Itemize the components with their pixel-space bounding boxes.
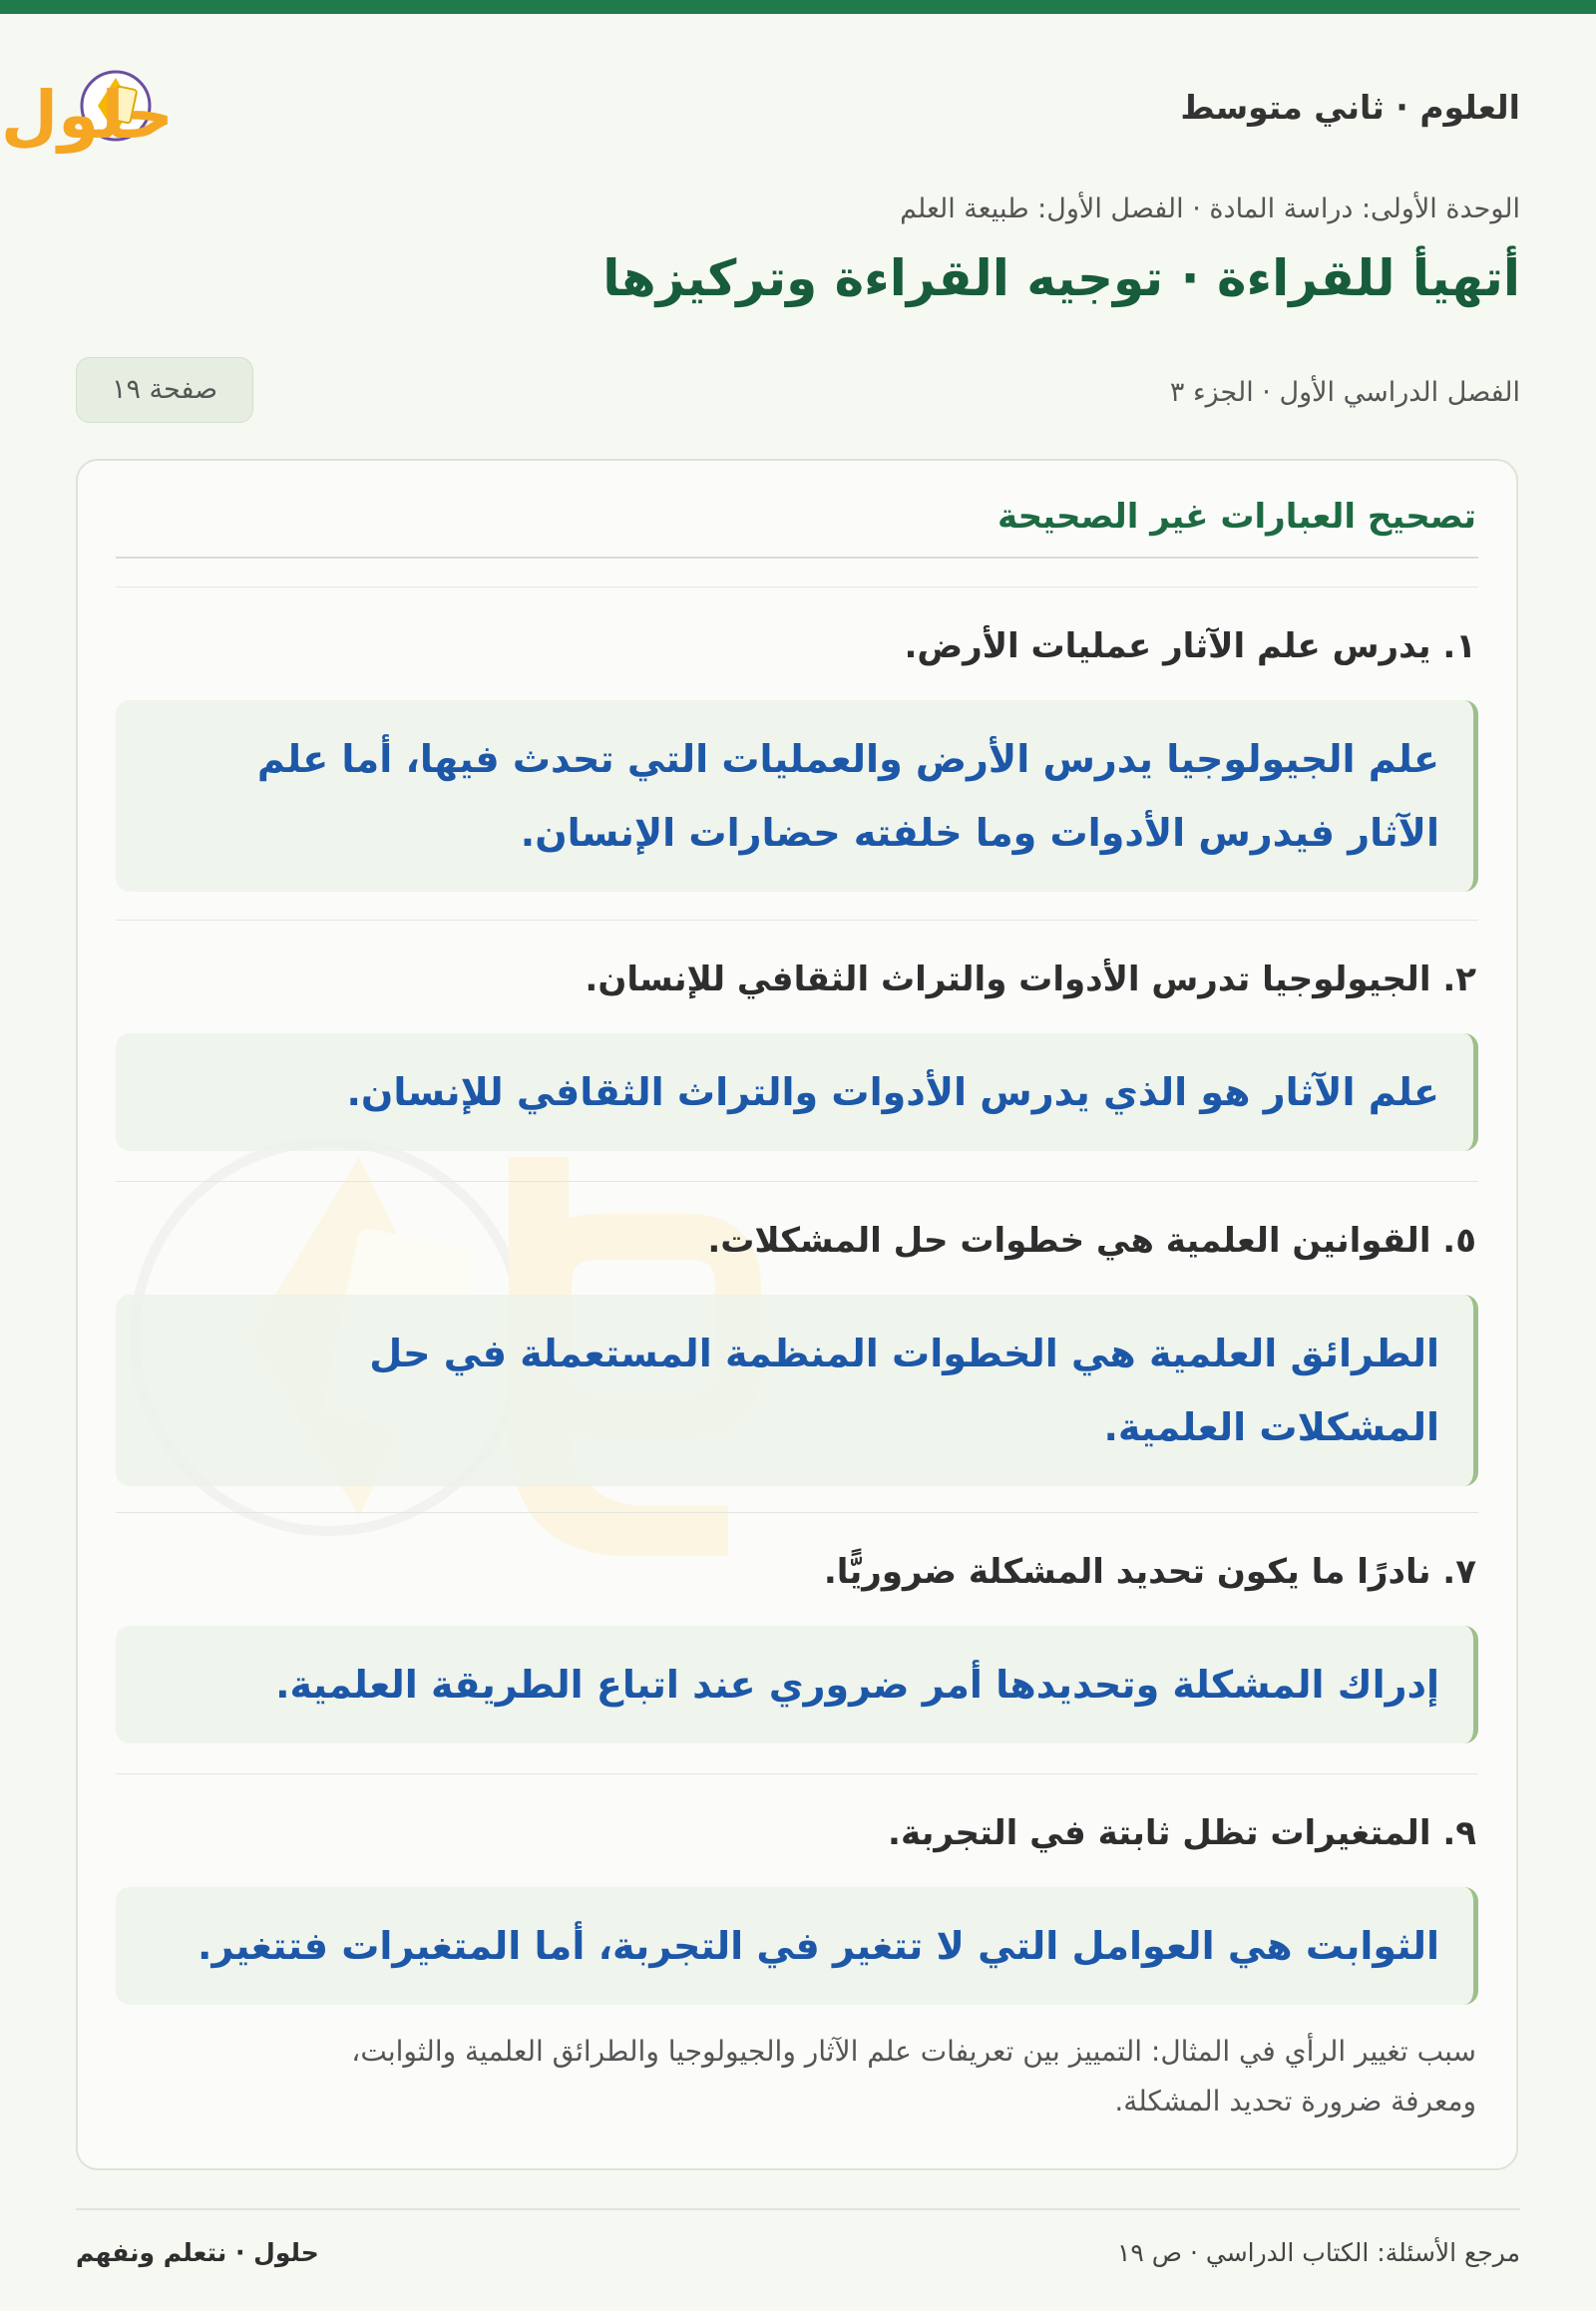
answer-2 (116, 1033, 1478, 1151)
note-line: ومعرفة ضرورة تحديد المشكلة. (1114, 2085, 1476, 2118)
question-1: ١. يدرس علم الآثار عمليات الأرض. (904, 626, 1476, 666)
item-divider (116, 586, 1478, 587)
item-divider (116, 1181, 1478, 1182)
answer-7 (116, 1626, 1478, 1743)
top-accent-bar (0, 0, 1596, 14)
answer-line: إدراك المشكلة وتحديدها أمر ضروري عند اتباع الطريقة العلمية. (275, 1663, 1439, 1707)
note-line: سبب تغيير الرأي في المثال: التمييز بين تعريفات علم الآثار والجيولوجيا والطرائق العلمية والثوابت، (351, 2035, 1476, 2068)
answers-card (76, 459, 1518, 2170)
answer-1 (116, 700, 1478, 892)
footer-reference: مرجع الأسئلة: الكتاب الدراسي · ص ١٩ (1116, 2238, 1520, 2267)
answer-line: علم الجيولوجيا يدرس الأرض والعمليات التي تحدث فيها، أما علم (256, 737, 1439, 781)
question-9: ٩. المتغيرات تظل ثابتة في التجربة. (888, 1813, 1476, 1853)
breadcrumb: الوحدة الأولى: دراسة المادة · الفصل الأول: طبيعة العلم (900, 193, 1520, 224)
answer-line: الآثار فيدرس الأدوات وما خلفته حضارات الإنسان. (520, 811, 1439, 855)
semester-label: الفصل الدراسي الأول · الجزء ٣ (1169, 377, 1520, 408)
answer-9 (116, 1887, 1478, 2005)
question-2: ٢. الجيولوجيا تدرس الأدوات والتراث الثقافي للإنسان. (585, 960, 1476, 999)
item-divider (116, 1512, 1478, 1513)
question-5: ٥. القوانين العلمية هي خطوات حل المشكلات. (707, 1221, 1476, 1261)
section-rule (116, 557, 1478, 559)
explanation-note (118, 2027, 1476, 2126)
page-number-badge: صفحة ١٩ (76, 357, 253, 423)
answer-line: المشكلات العلمية. (1103, 1405, 1439, 1449)
hulul-logo[interactable] (0, 50, 355, 160)
footer-rule (76, 2208, 1520, 2210)
logo-text: حلول (0, 77, 174, 154)
section-title: تصحيح العبارات غير الصحيحة (997, 497, 1476, 537)
footer-brand: حلول · نتعلم ونفهم (76, 2238, 319, 2267)
answer-line: الطرائق العلمية هي الخطوات المنظمة المستعملة في حل (369, 1332, 1439, 1375)
answer-line: علم الآثار هو الذي يدرس الأدوات والتراث الثقافي للإنسان. (346, 1070, 1439, 1114)
answer-5 (116, 1295, 1478, 1486)
page-title: أتهيأ للقراءة · توجيه القراءة وتركيزها (602, 249, 1520, 307)
subject-label: العلوم · ثاني متوسط (1180, 88, 1520, 127)
item-divider (116, 1773, 1478, 1774)
item-divider (116, 920, 1478, 921)
page-header (0, 50, 1520, 160)
answer-line: الثوابت هي العوامل التي لا تتغير في التجربة، أما المتغيرات فتتغير. (198, 1924, 1439, 1968)
question-7: ٧. نادرًا ما يكون تحديد المشكلة ضروريًّا. (823, 1552, 1476, 1592)
